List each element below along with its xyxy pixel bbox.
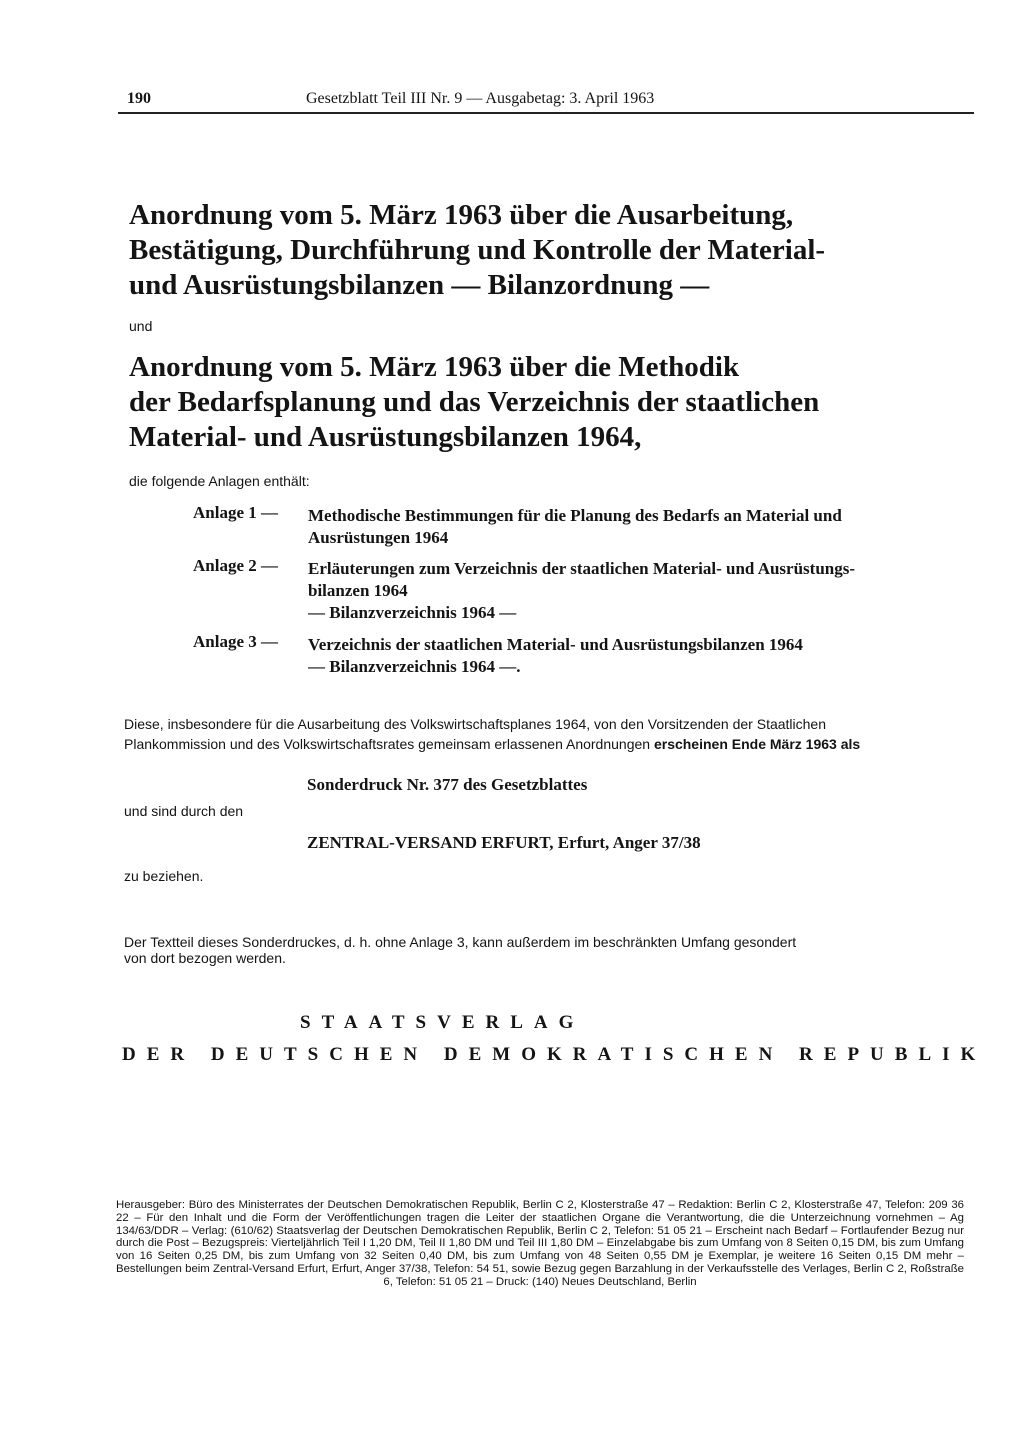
anlage-line: — Bilanzverzeichnis 1964 —. [308,657,521,676]
connector-und: und [129,318,153,334]
anlage-line: Ausrüstungen 1964 [308,528,449,547]
versand-line: ZENTRAL-VERSAND ERFURT, Erfurt, Anger 37/38 [307,833,701,852]
anlage-1-label: Anlage 1 — [193,503,278,522]
title-line: Material- und Ausrüstungsbilanzen 1964, [129,421,642,453]
anlage-line: Methodische Bestimmungen für die Planung des Bedarfs an Material und [308,506,842,525]
notice-emphasis: erscheinen Ende März 1963 als [653,736,861,752]
sonderdruck-line: Sonderdruck Nr. 377 des Gesetzblattes [307,775,588,794]
closing-line: zu beziehen. [124,868,204,884]
notice-line-2-text: Plankommission und des Volkswirtschaftsrates gemeinsam erlassenen Anordnungen [124,736,651,752]
anlage-3-text [308,634,968,678]
anlage-2-text [308,558,968,624]
title-line: Anordnung vom 5. März 1963 über die Ausarbeitung, [129,199,794,231]
textteil-line-1: Der Textteil dieses Sonderdruckes, d. h. ohne Anlage 3, kann außerdem im beschränkten Umfang gesondert [124,934,797,950]
via-line: und sind durch den [124,803,244,819]
publisher-country: DER DEUTSCHEN DEMOKRATISCHEN REPUBLIK [122,1044,987,1065]
intro-text: die folgende Anlagen enthält: [129,473,310,489]
title-line: Bestätigung, Durchführung und Kontrolle der Material- [129,234,826,266]
anlage-line: bilanzen 1964 [308,581,408,600]
impressum: Herausgeber: Büro des Ministerrates der Deutschen Demokratischen Republik, Berlin C 2, Klosterstraße 47 – Redaktion: Berlin C 2, Klosterstraße 47, Telefon: 209 36 22 – Für den Inhalt und die Form der Veröffentlichungen tragen die Leiter der staatlichen Organe die Verantwortung, die die Unterzeichnung vornehmen – Ag 134/63/DDR – Verlag: (610/62) Staatsverlag der Deutschen Demokratischen Republik, Berlin C 2, Telefon: 51 05 21 – Erscheint nach Bedarf – Fortlaufender Bezug nur durch die Post – Bezugspreis: Vierteljährlich Teil I 1,20 DM, Teil II 1,80 DM und Teil III 1,80 DM – Einzelabgabe bis zum Umfang von 8 Seiten 0,15 DM, bis zum Umfang von 16 Seiten 0,25 DM, bis zum Umfang von 32 Seiten 0,40 DM, bis zum Umfang von 48 Seiten 0,55 DM je Exemplar, je weitere 16 Seiten 0,15 DM mehr – Bestellungen beim Zentral-Versand Erfurt, Erfurt, Anger 37/38, Telefon: 54 51, sowie Bezug gegen Barzahlung in der Verkaufsstelle des Verlages, Berlin C 2, Roßstraße 6, Telefon: 51 05 21 – Druck: (140) Neues Deutschland, Berlin [116,1199,964,1288]
anlage-line: — Bilanzverzeichnis 1964 — [308,603,517,622]
title-line: der Bedarfsplanung und das Verzeichnis der staatlichen [129,386,820,418]
title-bilanzordnung [129,198,929,303]
notice-line-2 [124,736,966,752]
anlage-line: Erläuterungen zum Verzeichnis der staatlichen Material- und Ausrüstungs- [308,559,856,578]
page-number: 190 [127,90,151,107]
anlage-2-label: Anlage 2 — [193,556,278,575]
anlage-line: Verzeichnis der staatlichen Material- und Ausrüstungsbilanzen 1964 [308,635,803,654]
running-head: Gesetzblatt Teil III Nr. 9 — Ausgabetag: 3. April 1963 [306,90,655,107]
title-line: Anordnung vom 5. März 1963 über die Methodik [129,351,740,383]
title-methodik [129,350,929,455]
publisher-name: STAATSVERLAG [300,1012,585,1033]
title-line: und Ausrüstungsbilanzen — Bilanzordnung — [129,269,710,301]
anlage-1-text [308,505,968,549]
anlage-3-label: Anlage 3 — [193,632,278,651]
header-rule [118,112,974,114]
notice-line-1: Diese, insbesondere für die Ausarbeitung des Volkswirtschaftsplanes 1964, von den Vorsitzenden der Staatlichen [124,716,826,732]
textteil-line-2: von dort bezogen werden. [124,950,286,966]
